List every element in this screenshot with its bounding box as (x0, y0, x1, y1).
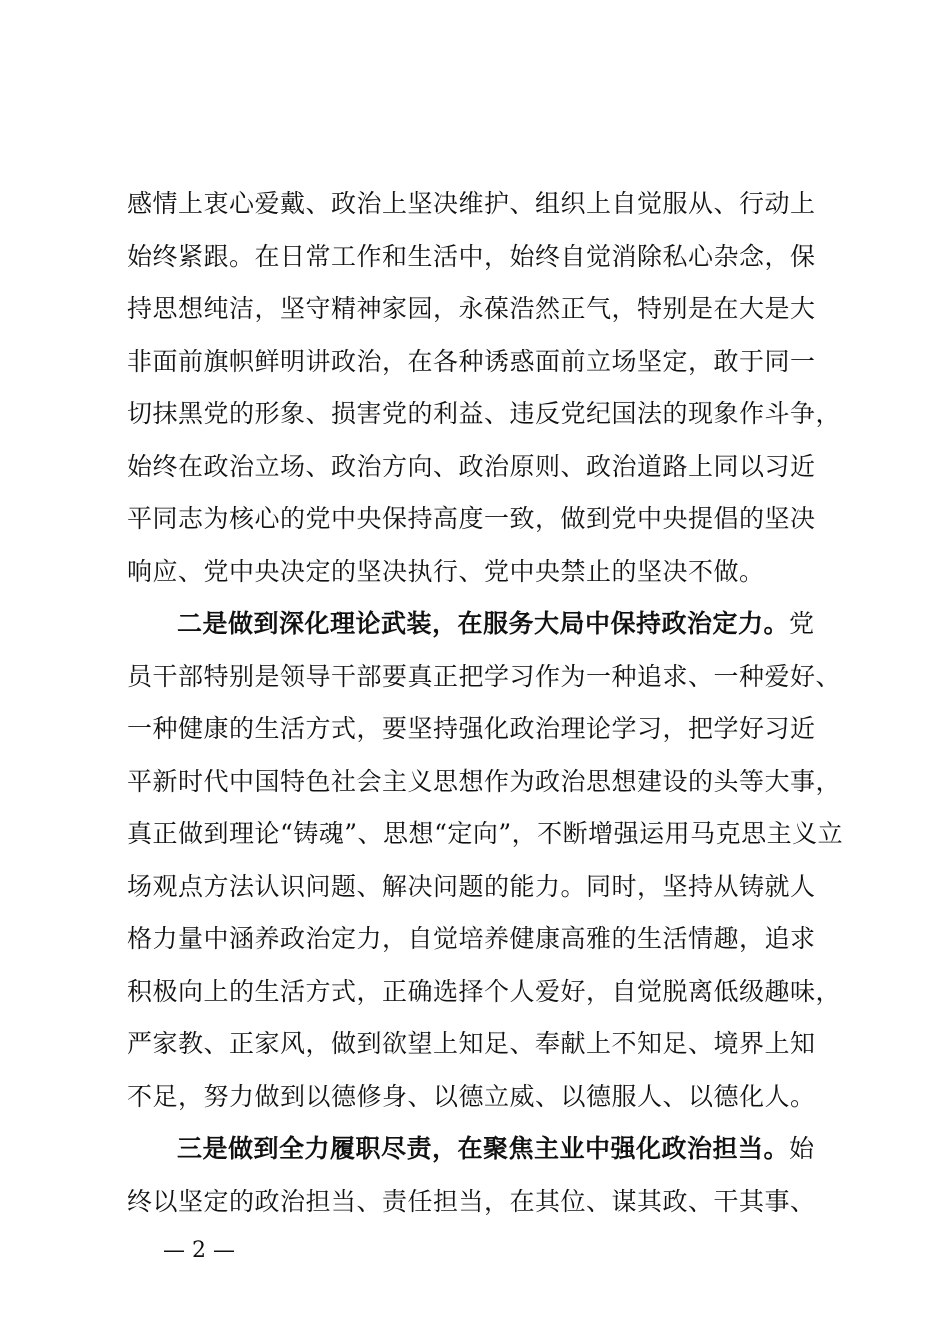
text-line: 非面前旗帜鲜明讲政治，在各种诱惑面前立场坚定，敢于同一 (127, 346, 816, 376)
section-3-first-line (127, 1123, 857, 1176)
section-2-first-line (127, 598, 857, 651)
text-line: 不足，努力做到以德修身、以德立威、以德服人、以德化人。 (127, 1081, 816, 1111)
section-3-heading: 三是做到全力履职尽责，在聚焦主业中强化政治担当。 (177, 1134, 790, 1163)
text-line: 积极向上的生活方式，正确选择个人爱好，自觉脱离低级趣味， (127, 976, 842, 1006)
text-line: 响应、党中央决定的坚决执行、党中央禁止的坚决不做。 (127, 556, 765, 586)
text-line: 持思想纯洁，坚守精神家园，永葆浩然正气，特别是在大是大 (127, 294, 816, 323)
text-line: 格力量中涵养政治定力，自觉培养健康高雅的生活情趣，追求 (127, 924, 816, 953)
text-line: 严家教、正家风，做到欲望上知足、奉献上不知足、境界上知 (127, 1029, 816, 1058)
text-line: 真正做到理论“铸魂”、思想“定向”，不断增强运用马克思主义立 (127, 819, 844, 848)
body-text (127, 178, 857, 1228)
page-number: — 2 — (163, 1238, 235, 1263)
text-line: 一种健康的生活方式，要坚持强化政治理论学习，把学好习近 (127, 714, 816, 743)
text-line: 感情上衷心爱戴、政治上坚决维护、组织上自觉服从、行动上 (127, 189, 816, 218)
text-line: 平新时代中国特色社会主义思想作为政治思想建设的头等大事， (127, 766, 842, 796)
text-line: 始终在政治立场、政治方向、政治原则、政治道路上同以习近 (127, 451, 816, 481)
section-2-line-rest: 党 (789, 609, 815, 638)
text-line: 切抹黑党的形象、损害党的利益、违反党纪国法的现象作斗争， (127, 399, 842, 428)
text-line: 场观点方法认识问题、解决问题的能力。同时，坚持从铸就人 (127, 871, 816, 901)
text-line: 员干部特别是领导干部要真正把学习作为一种追求、一种爱好、 (127, 661, 842, 691)
text-line: 终以坚定的政治担当、责任担当，在其位、谋其政、干其事、 (127, 1186, 816, 1216)
section-3-line-rest: 始 (789, 1134, 815, 1163)
section-2-heading: 二是做到深化理论武装，在服务大局中保持政治定力。 (177, 609, 790, 638)
text-line: 平同志为核心的党中央保持高度一致，做到党中央提倡的坚决 (127, 504, 816, 533)
text-line: 始终紧跟。在日常工作和生活中，始终自觉消除私心杂念，保 (127, 241, 816, 271)
